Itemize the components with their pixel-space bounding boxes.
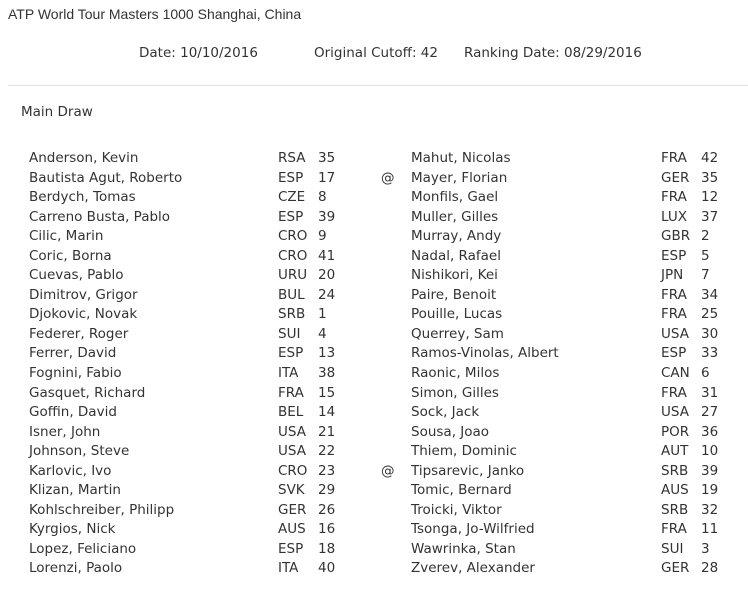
player-country: CRO — [278, 247, 308, 264]
player-name: Mayer, Florian — [411, 169, 508, 186]
player-name: Bautista Agut, Roberto — [29, 169, 183, 186]
player-name: Paire, Benoit — [411, 286, 497, 303]
player-name: Federer, Roger — [29, 325, 129, 342]
page-title: ATP World Tour Masters 1000 Shanghai, China — [8, 6, 302, 22]
player-rank: 3 — [701, 540, 710, 557]
player-country: AUT — [661, 443, 689, 460]
player-rank: 37 — [701, 208, 719, 225]
player-name: Berdych, Tomas — [29, 189, 136, 206]
player-row — [0, 188, 748, 208]
player-row — [0, 266, 748, 286]
player-row — [0, 169, 748, 189]
player-country: GBR — [661, 228, 691, 245]
player-row — [0, 149, 748, 169]
player-country: SRB — [661, 501, 689, 518]
player-name: Lorenzi, Paolo — [29, 560, 123, 577]
player-country: URU — [278, 267, 308, 284]
player-rank: 25 — [701, 306, 719, 323]
entry-marker: @ — [381, 462, 395, 479]
player-row — [0, 442, 748, 462]
player-country: AUS — [278, 521, 306, 538]
player-name: Wawrinka, Stan — [411, 540, 516, 557]
player-name: Ferrer, David — [29, 345, 117, 362]
player-name: Kohlschreiber, Philipp — [29, 501, 175, 518]
player-rank: 9 — [318, 228, 327, 245]
player-country: FRA — [661, 150, 687, 166]
player-row — [0, 559, 748, 579]
player-name: Zverev, Alexander — [411, 560, 535, 577]
player-rank: 15 — [318, 384, 336, 401]
player-country: SUI — [278, 325, 301, 342]
player-rank: 40 — [318, 560, 336, 577]
player-row — [0, 481, 748, 501]
player-country: LUX — [661, 208, 687, 225]
player-name: Cuevas, Pablo — [29, 267, 124, 284]
player-row — [0, 540, 748, 560]
player-country: ESP — [278, 345, 304, 362]
player-country: USA — [278, 423, 306, 440]
player-name: Thiem, Dominic — [411, 443, 517, 460]
player-row — [0, 325, 748, 345]
entry-marker: @ — [381, 169, 395, 186]
player-rank: 32 — [701, 501, 719, 518]
player-name: Anderson, Kevin — [29, 150, 139, 166]
player-rank: 10 — [701, 443, 719, 460]
player-rank: 17 — [318, 169, 336, 186]
player-country: CAN — [661, 365, 690, 382]
player-rank: 28 — [701, 560, 719, 577]
player-name: Klizan, Martin — [29, 482, 121, 499]
player-row — [0, 423, 748, 443]
player-name: Coric, Borna — [29, 247, 112, 264]
player-name: Sock, Jack — [411, 404, 480, 421]
player-rank: 33 — [701, 345, 719, 362]
player-country: ITA — [278, 560, 299, 577]
player-country: ESP — [278, 208, 304, 225]
player-country: CZE — [278, 189, 306, 206]
player-rank: 14 — [318, 404, 336, 421]
player-rank: 21 — [318, 423, 336, 440]
player-country: USA — [661, 404, 689, 421]
player-rank: 13 — [318, 345, 336, 362]
player-country: CRO — [278, 228, 308, 245]
player-country: USA — [278, 443, 306, 460]
player-rank: 19 — [701, 482, 719, 499]
player-rank: 23 — [318, 462, 336, 479]
player-rank: 8 — [318, 189, 327, 206]
player-country: AUS — [661, 482, 689, 499]
player-rank: 22 — [318, 443, 336, 460]
player-rank: 34 — [701, 286, 719, 303]
player-name: Querrey, Sam — [411, 325, 504, 342]
player-row — [0, 520, 748, 540]
player-country: SUI — [661, 540, 684, 557]
player-name: Karlovic, Ivo — [29, 462, 112, 479]
player-name: Dimitrov, Grigor — [29, 286, 138, 303]
player-country: ESP — [661, 345, 687, 362]
player-name: Tomic, Bernard — [411, 482, 512, 499]
player-country: FRA — [661, 286, 687, 303]
player-rank: 20 — [318, 267, 336, 284]
player-rank: 1 — [318, 306, 327, 323]
player-name: Fognini, Fabio — [29, 365, 122, 382]
player-name: Carreno Busta, Pablo — [29, 208, 171, 225]
player-country: CRO — [278, 462, 308, 479]
player-country: GER — [278, 501, 307, 518]
player-name: Troicki, Viktor — [411, 501, 502, 518]
player-country: FRA — [661, 384, 687, 401]
player-country: GER — [661, 169, 690, 186]
player-country: RSA — [278, 150, 306, 166]
player-row — [0, 501, 748, 521]
player-country: GER — [661, 560, 690, 577]
player-rank: 38 — [318, 365, 336, 382]
section-title-main-draw: Main Draw — [21, 104, 93, 120]
player-country: BUL — [278, 286, 305, 303]
player-country: FRA — [661, 306, 687, 323]
player-name: Nadal, Rafael — [411, 247, 501, 264]
player-name: Tsonga, Jo-Wilfried — [411, 521, 535, 538]
player-rank: 27 — [701, 404, 719, 421]
draw-date: Date: 10/10/2016 — [139, 45, 258, 61]
player-rank: 41 — [318, 247, 336, 264]
player-row — [0, 208, 748, 228]
player-country: SVK — [278, 482, 305, 499]
player-row — [0, 286, 748, 306]
player-name: Cilic, Marin — [29, 228, 104, 245]
player-country: POR — [661, 423, 690, 440]
player-rank: 7 — [701, 267, 710, 284]
player-name: Raonic, Milos — [411, 365, 500, 382]
player-name: Kyrgios, Nick — [29, 521, 116, 538]
player-rank: 39 — [701, 462, 719, 479]
player-name: Sousa, Joao — [411, 423, 490, 440]
player-name: Goffin, David — [29, 404, 117, 421]
player-name: Muller, Gilles — [411, 208, 499, 225]
player-rank: 42 — [701, 150, 719, 166]
player-name: Gasquet, Richard — [29, 384, 146, 401]
player-rank: 35 — [318, 150, 336, 166]
player-name: Mahut, Nicolas — [411, 150, 511, 166]
player-rank: 4 — [318, 325, 327, 342]
player-name: Johnson, Steve — [29, 443, 130, 460]
player-rank: 39 — [318, 208, 336, 225]
player-rank: 5 — [701, 247, 710, 264]
player-row — [0, 247, 748, 267]
player-name: Simon, Gilles — [411, 384, 499, 401]
player-rank: 24 — [318, 286, 336, 303]
player-rank: 36 — [701, 423, 719, 440]
player-name: Ramos-Vinolas, Albert — [411, 345, 559, 362]
player-rank: 16 — [318, 521, 336, 538]
player-rank: 29 — [318, 482, 336, 499]
player-rank: 11 — [701, 521, 719, 538]
player-row — [0, 364, 748, 384]
player-rank: 30 — [701, 325, 719, 342]
player-name: Lopez, Feliciano — [29, 540, 137, 557]
player-rank: 6 — [701, 365, 710, 382]
original-cutoff: Original Cutoff: 42 — [314, 45, 438, 61]
player-country: ITA — [278, 365, 299, 382]
player-rank: 18 — [318, 540, 336, 557]
player-rank: 35 — [701, 169, 719, 186]
player-country: SRB — [278, 306, 306, 323]
player-name: Isner, John — [29, 423, 101, 440]
player-country: USA — [661, 325, 689, 342]
player-row — [0, 462, 748, 482]
player-country: ESP — [278, 169, 304, 186]
header-divider — [8, 85, 748, 86]
player-row — [0, 384, 748, 404]
player-name: Djokovic, Novak — [29, 306, 138, 323]
player-name: Monfils, Gael — [411, 189, 499, 206]
main-draw-right-column — [0, 149, 748, 579]
player-country: FRA — [278, 384, 304, 401]
player-row — [0, 305, 748, 325]
player-row — [0, 344, 748, 364]
player-country: JPN — [661, 267, 684, 284]
player-country: ESP — [661, 247, 687, 264]
player-country: FRA — [661, 189, 687, 206]
player-row — [0, 403, 748, 423]
ranking-date: Ranking Date: 08/29/2016 — [464, 45, 642, 61]
player-country: ESP — [278, 540, 304, 557]
player-rank: 31 — [701, 384, 719, 401]
player-rank: 12 — [701, 189, 719, 206]
player-country: BEL — [278, 404, 304, 421]
player-country: FRA — [661, 521, 687, 538]
player-name: Pouille, Lucas — [411, 306, 503, 323]
player-row — [0, 227, 748, 247]
player-name: Tipsarevic, Janko — [411, 462, 525, 479]
player-name: Murray, Andy — [411, 228, 502, 245]
player-rank: 26 — [318, 501, 336, 518]
player-country: SRB — [661, 462, 689, 479]
player-name: Nishikori, Kei — [411, 267, 498, 284]
player-rank: 2 — [701, 228, 710, 245]
